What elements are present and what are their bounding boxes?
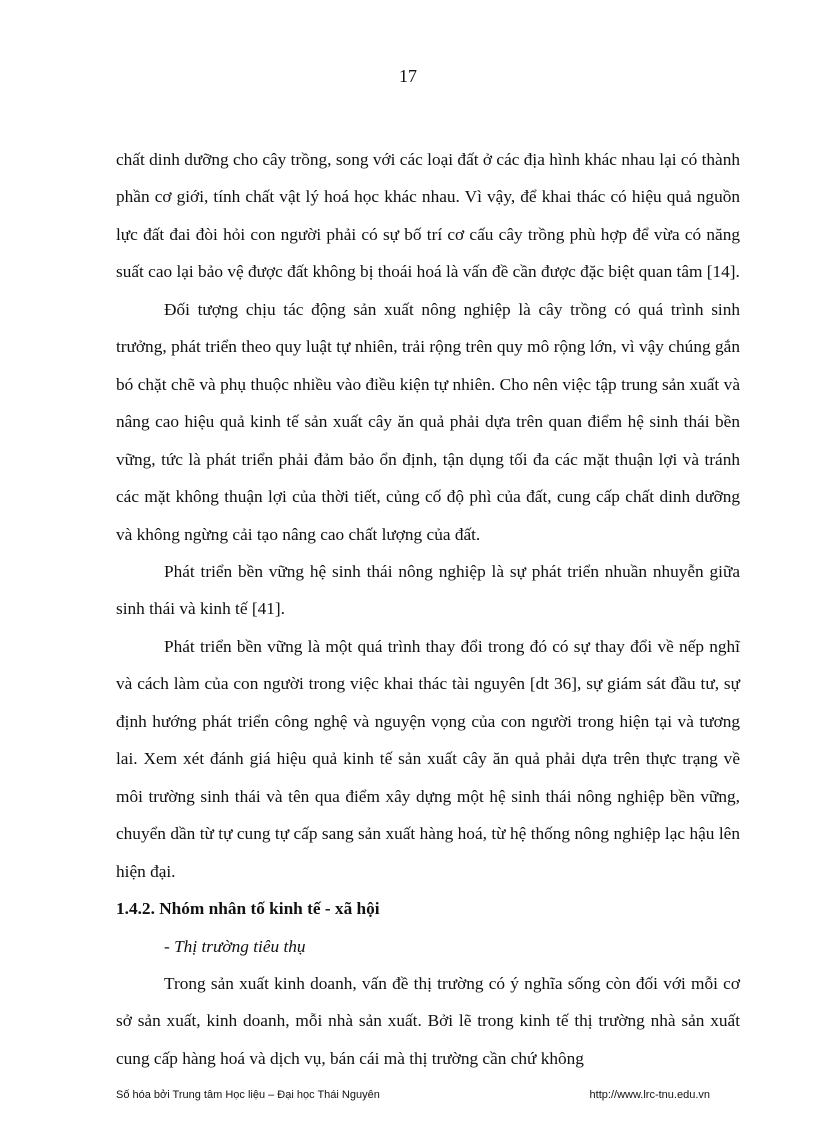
paragraph-3: Phát triển bền vững hệ sinh thái nông nghiệp là sự phát triển nhuần nhuyễn giữa sinh thái và kinh tế [41]. (116, 561, 740, 619)
paragraph-5: Trong sản xuất kinh doanh, vấn đề thị trường có ý nghĩa sống còn đối với mỗi cơ sở sản xuất, kinh doanh, mỗi nhà sản xuất. Bởi lẽ trong kinh tế thị trường nhà sản xuất cung cấp hàng hoá và dịch vụ, bán cái mà thị trường cần chứ không (116, 973, 740, 1068)
page-number: 17 (399, 66, 417, 86)
paragraph-2: Đối tượng chịu tác động sản xuất nông nghiệp là cây trồng có quá trình sinh trưởng, phát triển theo quy luật tự nhiên, trải rộng trên quy mô rộng lớn, vì vậy chúng gắn bó chặt chẽ và phụ thuộc nhiều vào điều kiện tự nhiên. Cho nên việc tập trung sản xuất và nâng cao hiệu quả kinh tế sản xuất cây ăn quả phải dựa trên quan điểm hệ sinh thái bền vững, tức là phát triển phải đảm bảo ổn định, tận dụng tối đa các mặt thuận lợi và tránh các mặt không thuận lợi của thời tiết, củng cố độ phì của đất, cung cấp chất dinh dưỡng và không ngừng cải tạo nâng cao chất lượng của đất. (116, 299, 740, 544)
subsection-heading: - Thị trường tiêu thụ (164, 936, 306, 956)
paragraph-4: Phát triển bền vững là một quá trình thay đổi trong đó có sự thay đổi về nếp nghĩ và cách làm của con người trong việc khai thác tài nguyên [dt 36], sự giám sát đầu tư, sự định hướng phát triển công nghệ và nguyện vọng của con người trong hiện tại và tương lai. Xem xét đánh giá hiệu quả kinh tế sản xuất cây ăn quả phải dựa trên thực trạng về môi trường sinh thái và tên qua điểm xây dựng một hệ sinh thái nông nghiệp bền vững, chuyển dần từ tự cung tự cấp sang sản xuất hàng hoá, từ hệ thống nông nghiệp lạc hậu lên hiện đại. (116, 636, 740, 881)
footer-source: Số hóa bởi Trung tâm Học liệu – Đại học Thái Nguyên (116, 1089, 380, 1101)
section-heading: 1.4.2. Nhóm nhân tố kinh tế - xã hội (116, 899, 380, 919)
body-text (116, 141, 740, 1077)
footer-link[interactable]: http://www.lrc-tnu.edu.vn (589, 1089, 710, 1101)
paragraph-1: chất dinh dưỡng cho cây trồng, song với các loại đất ở các địa hình khác nhau lại có thành phần cơ giới, tính chất vật lý hoá học khác nhau. Vì vậy, để khai thác có hiệu quả nguồn lực đất đai đòi hỏi con người phải có sự bố trí cơ cấu cây trồng phù hợp để vừa có năng suất cao lại bảo vệ được đất không bị thoái hoá là vấn đề cần được đặc biệt quan tâm [14]. (116, 150, 740, 282)
